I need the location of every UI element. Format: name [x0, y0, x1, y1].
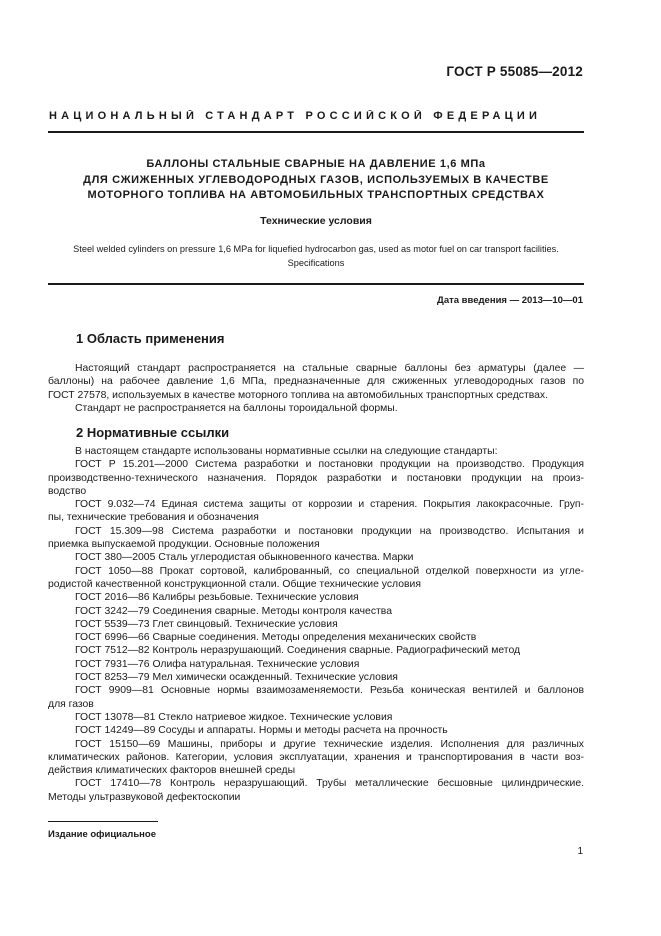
text-line: климатических районов. Категории, условия эксплуатации, хранения и транспортирования в части воз- — [48, 751, 584, 763]
middle-divider — [48, 283, 584, 285]
text-line: ГОСТ 15.309—98 Система разработки и постановки продукции на производство. Испытания и — [75, 525, 584, 537]
text-line: ГОСТ 9909—81 Основные нормы взаимозаменяемости. Резьба коническая вентилей и баллонов — [75, 685, 584, 697]
english-title-line-2: Specifications — [287, 257, 345, 268]
top-divider — [48, 131, 584, 133]
section-1-heading: 1 Область применения — [76, 331, 225, 346]
text-line: ГОСТ 3242—79 Соединения сварные. Методы контроля качества — [75, 605, 392, 617]
text-line: Методы ультразвуковой дефектоскопии — [48, 791, 241, 803]
text-line: ГОСТ 7931—76 Олифа натуральная. Технические условия — [75, 658, 360, 670]
text-line: ГОСТ 1050—88 Прокат сортовой, калиброванный, со специальной отделкой поверхности из угле- — [75, 565, 584, 577]
national-standard-heading: НАЦИОНАЛЬНЫЙ СТАНДАРТ РОССИЙСКОЙ ФЕДЕРАЦИИ — [49, 110, 542, 122]
text-line: пы, технические требования и обозначения — [48, 512, 259, 524]
section-2-heading: 2 Нормативные ссылки — [76, 425, 230, 440]
text-line: действия климатических факторов внешней среды — [48, 765, 296, 777]
text-line: ГОСТ 2016—86 Калибры резьбовые. Технические условия — [75, 592, 359, 604]
english-title — [48, 243, 584, 270]
text-line: приемка выпускаемой продукции. Основные положения — [48, 539, 320, 551]
text-line: ГОСТ 8253—79 Мел химически осажденный. Технические условия — [75, 672, 398, 684]
text-line: ГОСТ 27578, используемых в качестве моторного топлива на автомобильных транспортных средствах. — [48, 389, 549, 401]
text-line: водство — [48, 485, 87, 497]
text-line: ГОСТ 5539—73 Глет свинцовый. Технические условия — [75, 618, 338, 630]
text-line: ГОСТ 14249—89 Сосуды и аппараты. Нормы и методы расчета на прочность — [75, 725, 448, 737]
document-title — [48, 157, 584, 204]
text-line: родистой качественной конструкционной стали. Общие технические условия — [48, 578, 421, 590]
text-line: Настоящий стандарт распространяется на стальные сварные баллоны без арматуры (далее — — [75, 363, 584, 374]
document-subtitle: Технические условия — [260, 215, 372, 227]
text-line: В настоящем стандарте использованы нормативные ссылки на следующие стандарты: — [75, 446, 498, 457]
text-line: Стандарт не распространяется на баллоны тороидальной формы. — [75, 402, 398, 414]
text-line: производственно-технического назначения. Порядок разработки и постановки продукции на произ- — [48, 472, 584, 484]
text-line: ГОСТ 15150—69 Машины, приборы и другие технические изделия. Исполнения для различных — [75, 738, 584, 750]
official-edition-label: Издание официальное — [48, 829, 156, 840]
introduction-date: Дата введения — 2013—10—01 — [437, 295, 583, 306]
text-line: ГОСТ 17410—78 Контроль неразрушающий. Трубы металлические бесшовные цилиндрические. — [75, 778, 584, 790]
text-line: ГОСТ 13078—81 Стекло натриевое жидкое. Технические условия — [75, 711, 393, 723]
footer-divider — [48, 821, 158, 822]
text-line: баллоны) на рабочее давление 1,6 МПа, предназначенные для сжиженных углеводородных газов по — [48, 376, 584, 388]
text-line: ГОСТ 9.032—74 Единая система защиты от коррозии и старения. Покрытия лакокрасочные. Груп- — [75, 499, 584, 511]
text-line: ГОСТ 6996—66 Сварные соединения. Методы определения механических свойств — [75, 632, 477, 644]
section-1-body — [48, 362, 584, 415]
text-line: для газов — [48, 698, 94, 710]
text-line: ГОСТ 7512—82 Контроль неразрушающий. Соединения сварные. Радиографический метод — [75, 645, 521, 657]
title-line-2: ДЛЯ СЖИЖЕННЫХ УГЛЕВОДОРОДНЫХ ГАЗОВ, ИСПОЛЬЗУЕМЫХ В КАЧЕСТВЕ — [83, 173, 549, 186]
text-line: ГОСТ Р 15.201—2000 Система разработки и постановки продукции на производство. Продукция — [75, 459, 584, 471]
document-code: ГОСТ Р 55085—2012 — [446, 64, 583, 79]
page-number: 1 — [577, 846, 583, 857]
title-line-3: МОТОРНОГО ТОПЛИВА НА АВТОМОБИЛЬНЫХ ТРАНСПОРТНЫХ СРЕДСТВАХ — [87, 189, 545, 201]
english-title-line-1: Steel welded cylinders on pressure 1,6 MPa for liquefied hydrocarbon gas, used as motor fuel on car transport facilities. — [73, 244, 559, 254]
text-line: ГОСТ 380—2005 Сталь углеродистая обыкновенного качества. Марки — [75, 552, 414, 564]
section-2-body — [48, 445, 584, 804]
title-line-1: БАЛЛОНЫ СТАЛЬНЫЕ СВАРНЫЕ НА ДАВЛЕНИЕ 1,6 МПа — [146, 158, 486, 170]
